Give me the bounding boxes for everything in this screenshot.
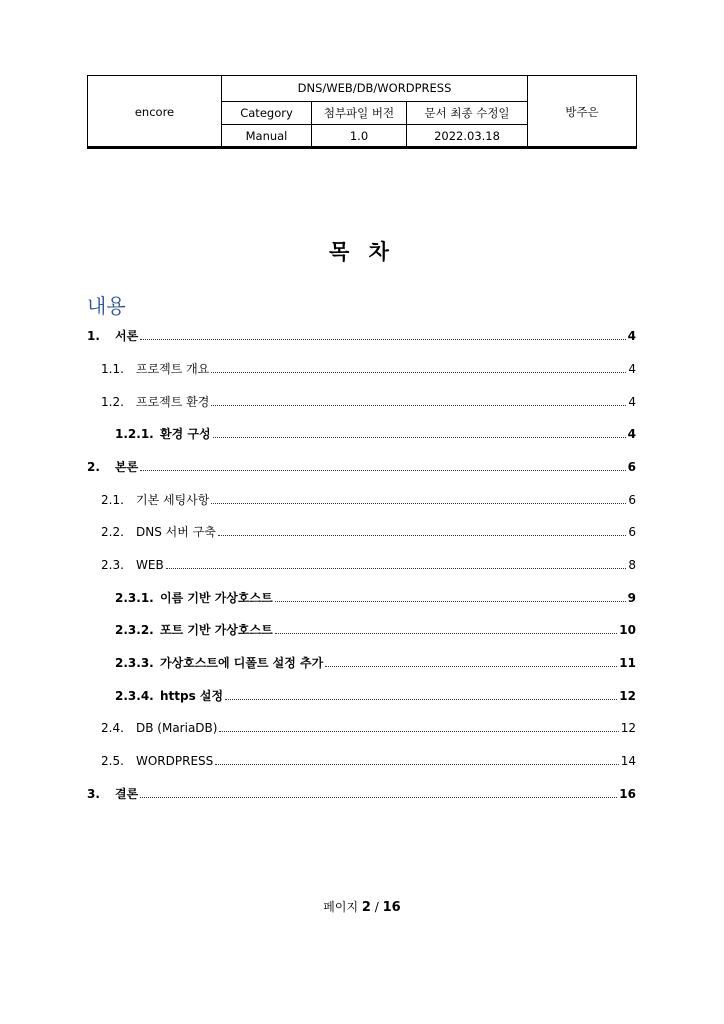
toc-leader bbox=[140, 796, 617, 798]
toc-heading: 내용 bbox=[87, 294, 126, 318]
toc-leader bbox=[140, 469, 625, 471]
toc-number: 3. bbox=[87, 787, 100, 801]
toc-text: WEB bbox=[136, 558, 164, 572]
toc-text: 이름 기반 가상호스트 bbox=[160, 591, 273, 605]
toc-page: 16 bbox=[619, 787, 636, 801]
toc-text: 프로젝트 개요 bbox=[136, 362, 210, 376]
toc-number: 1. bbox=[87, 329, 100, 343]
toc-text: 결론 bbox=[115, 787, 139, 801]
footer-current-page: 2 bbox=[361, 900, 371, 915]
toc-text: 환경 구성 bbox=[160, 427, 211, 441]
toc-page: 6 bbox=[627, 460, 636, 474]
header-divider bbox=[87, 146, 637, 149]
toc-number: 2.3.1. bbox=[115, 591, 154, 605]
toc-number: 2.3.3. bbox=[115, 656, 154, 670]
company-cell: encore bbox=[88, 76, 222, 148]
toc-entry[interactable] bbox=[101, 717, 636, 735]
toc-number: 2.1. bbox=[101, 493, 124, 507]
toc-entry[interactable] bbox=[101, 358, 636, 376]
toc-text: https 설정 bbox=[160, 689, 224, 703]
category-header: Category bbox=[222, 101, 312, 125]
document-title-cell: DNS/WEB/DB/WORDPRESS bbox=[222, 76, 528, 102]
toc-page: 4 bbox=[627, 329, 636, 343]
toc-leader bbox=[215, 763, 618, 765]
toc-text: 기본 세팅사항 bbox=[136, 493, 210, 507]
toc-page: 6 bbox=[628, 525, 636, 539]
author-cell: 방주은 bbox=[528, 76, 637, 148]
modified-header: 문서 최종 수정일 bbox=[407, 101, 528, 125]
toc-leader bbox=[218, 534, 627, 536]
toc-entry[interactable] bbox=[101, 750, 636, 768]
document-header-table bbox=[87, 75, 637, 148]
toc-number: 2.3.2. bbox=[115, 623, 154, 637]
toc-entry[interactable] bbox=[101, 554, 636, 572]
toc-entry[interactable] bbox=[115, 587, 636, 605]
toc-leader bbox=[275, 600, 626, 602]
toc-number: 1.1. bbox=[101, 362, 124, 376]
toc-number: 2.5. bbox=[101, 754, 124, 768]
toc-page: 12 bbox=[620, 721, 636, 735]
page-footer bbox=[0, 898, 724, 915]
toc-text: 본론 bbox=[115, 460, 139, 474]
toc-number: 2. bbox=[87, 460, 100, 474]
toc-entry[interactable] bbox=[115, 423, 636, 441]
toc-leader bbox=[213, 436, 626, 438]
toc-leader bbox=[225, 698, 617, 700]
toc-page: 12 bbox=[619, 689, 636, 703]
toc-page: 14 bbox=[620, 754, 636, 768]
toc-page: 8 bbox=[628, 558, 636, 572]
toc-page: 11 bbox=[619, 656, 636, 670]
toc-number: 1.2. bbox=[101, 395, 124, 409]
toc-leader bbox=[166, 567, 627, 569]
toc-text: DNS 서버 구축 bbox=[136, 525, 216, 539]
toc-entry[interactable] bbox=[101, 391, 636, 409]
category-value: Manual bbox=[222, 125, 312, 148]
toc-leader bbox=[219, 730, 618, 732]
toc-number: 1.2.1. bbox=[115, 427, 154, 441]
toc-text: 포트 기반 가상호스트 bbox=[160, 623, 273, 637]
toc-text: 가상호스트에 디폴트 설정 추가 bbox=[160, 656, 324, 670]
footer-label: 페이지 bbox=[323, 900, 359, 914]
toc-page: 4 bbox=[628, 362, 636, 376]
toc-number: 2.2. bbox=[101, 525, 124, 539]
toc-leader bbox=[211, 502, 626, 504]
toc-leader bbox=[325, 665, 617, 667]
toc-entry[interactable] bbox=[87, 456, 636, 474]
version-value: 1.0 bbox=[312, 125, 407, 148]
toc-entry[interactable] bbox=[87, 325, 636, 343]
toc-leader bbox=[275, 632, 618, 634]
toc-text: 서론 bbox=[115, 329, 139, 343]
toc-text: 프로젝트 환경 bbox=[136, 395, 210, 409]
toc-entry[interactable] bbox=[101, 489, 636, 507]
toc-page: 10 bbox=[619, 623, 636, 637]
toc-entry[interactable] bbox=[115, 619, 636, 637]
toc-text: DB (MariaDB) bbox=[136, 721, 218, 735]
toc-entry[interactable] bbox=[115, 685, 636, 703]
toc-text: WORDPRESS bbox=[136, 754, 214, 768]
toc-leader bbox=[211, 371, 626, 373]
footer-total-pages: 16 bbox=[382, 900, 401, 915]
toc-page: 4 bbox=[627, 427, 636, 441]
toc-number: 2.3.4. bbox=[115, 689, 154, 703]
toc-entry[interactable] bbox=[101, 521, 636, 539]
page-title: 목 차 bbox=[329, 240, 395, 264]
toc-page: 4 bbox=[628, 395, 636, 409]
toc-page: 6 bbox=[628, 493, 636, 507]
modified-value: 2022.03.18 bbox=[407, 125, 528, 148]
toc-entry[interactable] bbox=[115, 652, 636, 670]
toc-leader bbox=[140, 338, 625, 340]
toc-page: 9 bbox=[627, 591, 636, 605]
toc-number: 2.4. bbox=[101, 721, 124, 735]
toc-entry[interactable] bbox=[87, 783, 636, 801]
toc-leader bbox=[211, 404, 626, 406]
footer-separator: / bbox=[374, 900, 379, 914]
version-header: 첨부파일 버전 bbox=[312, 101, 407, 125]
toc-number: 2.3. bbox=[101, 558, 124, 572]
